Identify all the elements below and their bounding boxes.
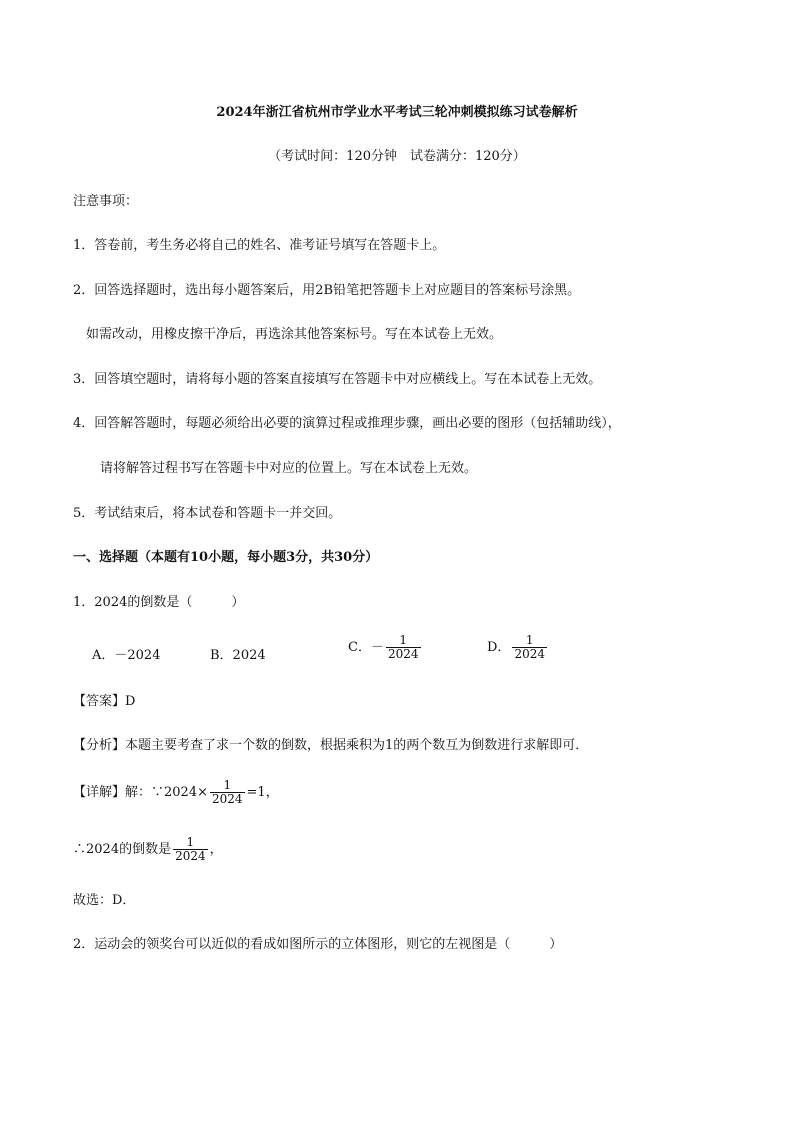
answer-1: 【答案】D [73, 694, 136, 709]
detail-1 [73, 778, 279, 808]
option-c-denominator: 2024 [387, 647, 419, 661]
option-c-fraction [386, 634, 421, 661]
option-c [348, 634, 423, 661]
detail-1-suffix: =1， [246, 785, 279, 800]
exam-info: （考试时间：120分钟 试卷满分：120分） [268, 149, 526, 164]
question-2-stem: 2．运动会的领奖台可以近似的看成如图所示的立体图形，则它的左视图是（ ） [73, 937, 563, 952]
detail-1-prefix: 【详解】解：∵2024× [73, 785, 208, 800]
conclusion-1-fraction [173, 836, 208, 863]
option-b: B．2024 [210, 648, 266, 663]
notice-item-2-continued: 如需改动，用橡皮擦干净后，再选涂其他答案标号。写在本试卷上无效。 [86, 327, 503, 342]
question-1-stem: 1．2024的倒数是（ ） [73, 595, 245, 610]
conclusion-1-prefix: ∴2024的倒数是 [73, 842, 172, 857]
notice-item-3: 3．回答填空题时，请将每小题的答案直接填写在答题卡中对应横线上。写在本试卷上无效。 [73, 372, 602, 387]
conclusion-1-suffix: ， [209, 842, 223, 857]
option-d-denominator: 2024 [514, 647, 545, 661]
option-c-numerator: 1 [386, 634, 421, 648]
notice-item-1: 1．答卷前，考生务必将自己的姓名、准考证号填写在答题卡上。 [73, 238, 446, 253]
detail-1-fraction [210, 779, 245, 806]
option-c-label: C．－ [348, 640, 384, 655]
conclusion-1-denominator: 2024 [175, 849, 206, 863]
option-d-fraction [512, 634, 547, 661]
detail-1-denominator: 2024 [211, 792, 243, 806]
option-d [487, 634, 549, 661]
notice-item-2: 2．回答选择题时，选出每小题答案后，用2B铅笔把答题卡上对应题目的答案标号涂黑。 [73, 283, 581, 298]
page-title: 2024年浙江省杭州市学业水平考试三轮冲刺模拟练习试卷解析 [216, 105, 578, 120]
option-a: A．－2024 [92, 648, 161, 663]
conclusion-1-numerator: 1 [173, 836, 208, 850]
choose-1: 故选：D． [73, 893, 136, 908]
notice-item-4: 4．回答解答题时，每题必须给出必要的演算过程或推理步骤，画出必要的图形（包括辅助线）， [73, 416, 621, 431]
conclusion-1 [73, 835, 223, 865]
analysis-1: 【分析】本题主要考查了求一个数的倒数，根据乘积为1的两个数互为倒数进行求解即可． [73, 738, 589, 753]
detail-1-numerator: 1 [210, 779, 245, 793]
notice-item-4-continued: 请将解答过程书写在答题卡中对应的位置上。写在本试卷上无效。 [100, 461, 478, 476]
section-heading: 一、选择题（本题有10小题，每小题3分，共30分） [73, 550, 379, 565]
option-d-numerator: 1 [512, 634, 547, 648]
option-d-label: D． [487, 640, 511, 655]
notice-heading: 注意事项： [73, 194, 139, 209]
notice-item-5: 5．考试结束后，将本试卷和答题卡一并交回。 [73, 506, 342, 521]
